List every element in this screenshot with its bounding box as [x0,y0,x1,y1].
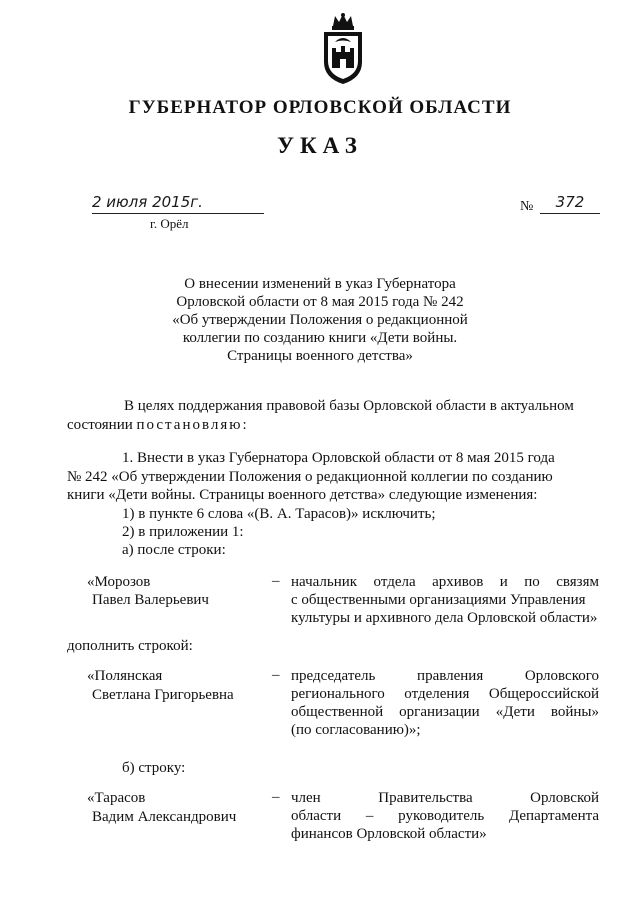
document-title [150,275,490,365]
person-surname: «Тарасов [87,790,146,806]
number-label: № [520,199,534,214]
date-underline [92,213,264,214]
title-line: коллегии по созданию книги «Дети войны. [182,330,458,346]
person-name: Вадим Александрович [92,809,237,825]
issuer-title: ГУБЕРНАТОР ОРЛОВСКОЙ ОБЛАСТИ [128,97,512,118]
decree-verb: постановляю: [136,417,249,433]
subitem-line: 2) в приложении 1: [122,524,244,540]
position-line: регионального отделения Общероссийской [291,686,599,702]
document-type: УКАЗ [277,133,363,158]
city-label: г. Орёл [150,216,189,231]
person-surname: «Полянская [87,668,163,684]
position-line: культуры и архивного дела Орловской области» [291,610,598,626]
person-position [291,573,599,627]
title-line: Орловской области от 8 мая 2015 года № 242 [176,294,464,310]
position-line: председатель правления Орловского [291,668,599,684]
handwritten-date: 2 июля 2015г. [92,193,203,211]
position-line: (по согласованию)»; [291,722,421,738]
separator-dash: – [272,573,280,589]
preamble-line: В целях поддержания правовой базы Орловской области в актуальном [124,398,574,414]
coat-of-arms-icon [318,12,368,87]
subitem-line: а) после строки: [122,542,226,558]
handwritten-number: 372 [555,193,585,211]
separator-dash: – [272,667,280,683]
add-line-text: дополнить строкой: [67,638,193,654]
person-position [291,667,599,739]
item-line: книги «Дети войны. Страницы военного детства» следующие изменения: [67,487,538,503]
item-line: № 242 «Об утверждении Положения о редакционной коллегии по созданию [67,469,553,485]
number-underline [540,213,600,214]
person-name: Павел Валерьевич [92,592,209,608]
title-line: «Об утверждении Положения о редакционной [172,312,468,328]
separator-dash: – [272,789,280,805]
item-line: 1. Внести в указ Губернатора Орловской области от 8 мая 2015 года [122,450,555,466]
title-line: О внесении изменений в указ Губернатора [184,276,456,292]
position-line: член Правительства Орловской [291,790,599,806]
position-line: финансов Орловской области» [291,826,487,842]
preamble-text: состоянии [67,417,137,433]
position-line: общественной организации «Дети войны» [291,704,599,720]
person-surname: «Морозов [87,574,151,590]
preamble-line [67,416,249,434]
position-line: начальник отдела архивов и по связям [291,574,599,590]
person-position [291,789,599,843]
subitem-line: б) строку: [122,760,186,776]
subitem-line: 1) в пункте 6 слова «(В. А. Тарасов)» исключить; [122,506,436,522]
person-name: Светлана Григорьевна [92,687,234,703]
title-line: Страницы военного детства» [227,348,413,364]
position-line: области – руководитель Департамента [291,808,599,824]
position-line: с общественными организациями Управления [291,592,586,608]
